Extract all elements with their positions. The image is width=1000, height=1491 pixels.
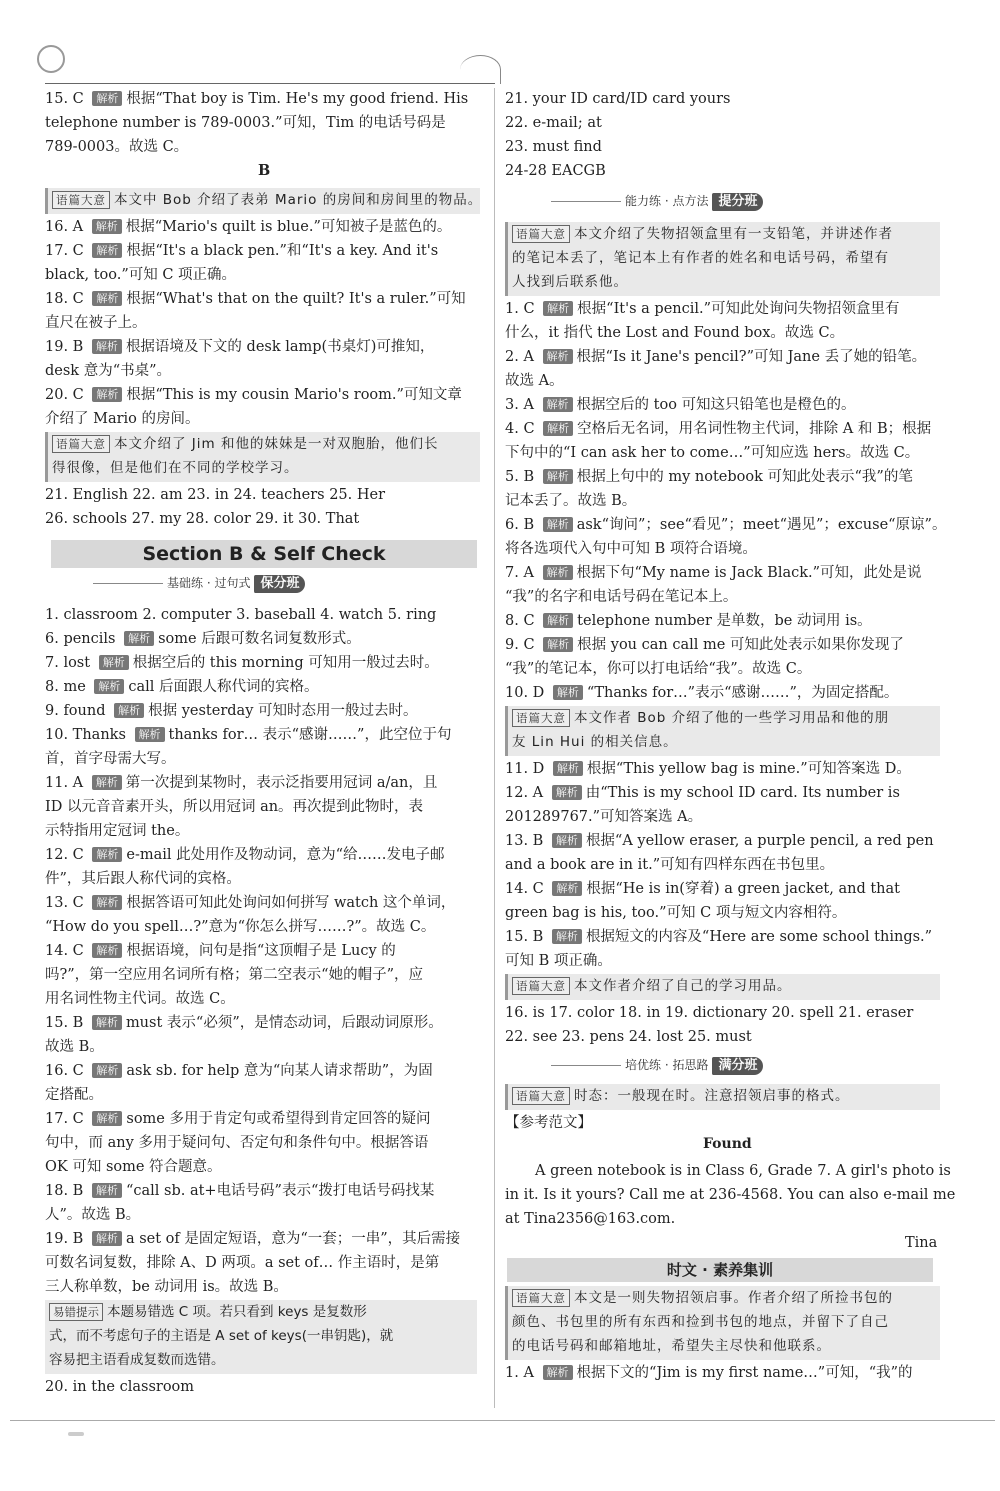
summary-box bbox=[505, 1084, 940, 1110]
tag-label: 基础练 · 过句式 bbox=[167, 576, 251, 590]
text-line: “How do you spell…?”意为“你怎么拼写……?”。故选 C。 bbox=[45, 919, 436, 935]
tag-rule bbox=[551, 201, 621, 202]
text-line: 示特指用定冠词 the。 bbox=[45, 823, 190, 839]
answer-number: 16. A bbox=[45, 219, 88, 235]
section-title-shiwen: 时文 · 素养集训 bbox=[507, 1258, 933, 1282]
analysis-tag: 解析 bbox=[99, 655, 129, 670]
tip-line bbox=[49, 1325, 393, 1347]
answer-number: 1. C bbox=[505, 301, 540, 317]
analysis-tag: 解析 bbox=[543, 421, 573, 436]
summary-line bbox=[52, 457, 299, 479]
text-line: 24-28 EACGB bbox=[505, 163, 606, 179]
summary-text: 颜色、书包里的所有东西和捡到书包的地点，并留下了自己 bbox=[512, 1314, 889, 1330]
summary-line bbox=[512, 247, 889, 269]
summary-text: 人找到后联系他。 bbox=[512, 274, 628, 290]
analysis-text: ask“询问”；see“看见”；meet“遇见”；excuse“原谅”。 bbox=[576, 517, 947, 533]
analysis-tag: 解析 bbox=[94, 679, 124, 694]
analysis-tag: 解析 bbox=[92, 387, 122, 402]
answer-number: 18. B bbox=[45, 1183, 88, 1199]
analysis-text: 根据语境及下文的 desk lamp(书桌灯)可推知， bbox=[125, 339, 435, 355]
summary-label: 语篇大意 bbox=[512, 1289, 570, 1307]
answer-item bbox=[45, 940, 396, 962]
text-line: desk 意为“书桌”。 bbox=[45, 363, 172, 379]
analysis-tag: 解析 bbox=[552, 929, 582, 944]
answer-number: 16. C bbox=[45, 1063, 89, 1079]
summary-line bbox=[512, 1311, 889, 1333]
summary-box bbox=[505, 706, 940, 756]
text-line: 什么，it 指代 the Lost and Found box。故选 C。 bbox=[505, 325, 845, 341]
essay-title: Found bbox=[703, 1136, 752, 1152]
answer-number: 17. C bbox=[45, 243, 89, 259]
analysis-tag: 解析 bbox=[543, 397, 573, 412]
text-line: 22. see 23. pens 24. lost 25. must bbox=[505, 1029, 752, 1045]
answer-number: 13. B bbox=[505, 833, 548, 849]
summary-line bbox=[512, 271, 628, 293]
answer-number: 15. B bbox=[45, 1015, 88, 1031]
tip-text: 本题易错选 C 项。若只看到 keys 是复数形 bbox=[107, 1304, 367, 1320]
analysis-tag: 解析 bbox=[92, 1111, 122, 1126]
answer-item bbox=[505, 418, 931, 440]
answer-item bbox=[45, 676, 319, 698]
text-line: 用名词性物主代词。故选 C。 bbox=[45, 991, 235, 1007]
analysis-text: 根据“Is it Jane's pencil?”可知 Jane 丢了她的铅笔。 bbox=[576, 349, 927, 365]
section-label-b: B bbox=[258, 162, 271, 179]
footer-line bbox=[10, 1420, 995, 1421]
answer-item bbox=[45, 892, 455, 914]
answer-item bbox=[505, 610, 872, 632]
brand-logo-icon bbox=[37, 45, 65, 73]
analysis-tag: 解析 bbox=[92, 339, 122, 354]
text-line: 定搭配。 bbox=[45, 1087, 103, 1103]
summary-text: 本文中 Bob 介绍了表弟 Mario 的房间和房间里的物品。 bbox=[114, 192, 483, 208]
text-line: in it. Is it yours? Call me at 236-4568. You can also e-mail me bbox=[505, 1187, 956, 1203]
summary-line bbox=[512, 1287, 893, 1309]
text-line: 件”，其后跟人称代词的宾格。 bbox=[45, 871, 241, 887]
analysis-text: 根据上句中的 my notebook 可知此处表示“我”的笔 bbox=[576, 469, 913, 485]
summary-box bbox=[505, 1286, 940, 1360]
summary-line bbox=[512, 223, 893, 245]
analysis-tag: 解析 bbox=[552, 881, 582, 896]
summary-text: 本文介绍了 Jim 和他的妹妹是一对双胞胎，他们长 bbox=[114, 436, 439, 452]
text-line: 【参考范文】 bbox=[505, 1115, 592, 1131]
analysis-text: 空格后无名词，用名词性物主代词，排除 A 和 B；根据 bbox=[577, 421, 932, 437]
tag-badge: 满分班 bbox=[712, 1057, 763, 1075]
text-line: 16. is 17. color 18. in 19. dictionary 20. spell 21. eraser bbox=[505, 1005, 914, 1021]
summary-text: 的电话号码和邮箱地址，希望失主尽快和他联系。 bbox=[512, 1338, 831, 1354]
answer-number: 8. C bbox=[505, 613, 540, 629]
answer-item bbox=[505, 926, 932, 948]
text-line: 故选 A。 bbox=[505, 373, 564, 389]
answer-item bbox=[45, 628, 361, 650]
tag-badge: 保分班 bbox=[254, 575, 305, 593]
answer-item bbox=[505, 346, 926, 368]
answer-number: 14. C bbox=[45, 943, 89, 959]
summary-label: 语篇大意 bbox=[52, 191, 110, 209]
summary-text: 本文介绍了失物招领盒里有一支铅笔，并讲述作者 bbox=[574, 226, 893, 242]
answer-item bbox=[45, 652, 439, 674]
header-decoration-icon bbox=[460, 55, 501, 84]
text-line: 介绍了 Mario 的房间。 bbox=[45, 411, 200, 427]
tip-text: 式，而不考虑句子的主语是 A set of keys(一串钥匙)，就 bbox=[49, 1328, 394, 1344]
answer-item bbox=[505, 394, 856, 416]
text-line: green bag is his, too.”可知 C 项与短文内容相符。 bbox=[505, 905, 847, 921]
analysis-tag: 解析 bbox=[114, 703, 144, 718]
analysis-text: a set of 是固定短语，意为“一套；一串”，其后需接 bbox=[125, 1231, 461, 1247]
answer-item bbox=[505, 758, 911, 780]
analysis-text: 根据短文的内容及“Here are some school things.” bbox=[585, 929, 933, 945]
answer-number: 15. C bbox=[45, 91, 89, 107]
text-line: “我”的笔记本，你可以打电话给“我”。故选 C。 bbox=[505, 661, 812, 677]
text-line: 吗?”，第一空应用名词所有格；第二空表示“她的帽子”，应 bbox=[45, 967, 424, 983]
text-line: telephone number is 789-0003.”可知，Tim 的电话号码是 bbox=[45, 115, 446, 131]
summary-box bbox=[505, 222, 940, 296]
text-line: 故选 B。 bbox=[45, 1039, 104, 1055]
analysis-text: 根据答语可知此处询问如何拼写 watch 这个单词， bbox=[126, 895, 456, 911]
analysis-text: 由“This is my school ID card. Its number is bbox=[585, 785, 900, 801]
answer-item bbox=[505, 562, 922, 584]
analysis-text: call 后面跟人称代词的宾格。 bbox=[128, 679, 319, 695]
summary-line bbox=[512, 731, 678, 753]
answer-number: 15. B bbox=[505, 929, 548, 945]
analysis-tag: 解析 bbox=[92, 1231, 122, 1246]
summary-label: 语篇大意 bbox=[512, 225, 570, 243]
analysis-text: 第一次提到某物时，表示泛指要用冠词 a/an，且 bbox=[125, 775, 438, 791]
analysis-text: some 多用于肯定句或希望得到肯定回答的疑问 bbox=[126, 1111, 431, 1127]
answer-item bbox=[45, 1180, 434, 1202]
analysis-text: 根据下文的“Jim is my first name…”可知，“我”的 bbox=[576, 1365, 913, 1381]
text-line: 句中，而 any 多用于疑问句、否定句和条件句中。根据答语 bbox=[45, 1135, 429, 1151]
analysis-text: 根据“It's a pencil.”可知此处询问失物招领盒里有 bbox=[577, 301, 900, 317]
text-line: 下句中的“I can ask her to come…”可知应选 hers。故选 C。 bbox=[505, 445, 920, 461]
analysis-tag: 解析 bbox=[92, 895, 122, 910]
summary-text: 本文作者 Bob 介绍了他的一些学习用品和他的朋 bbox=[574, 710, 890, 726]
tag-rule bbox=[551, 1065, 621, 1066]
tip-line bbox=[49, 1349, 225, 1371]
analysis-text: e-mail 此处用作及物动词，意为“给……发电子邮 bbox=[126, 847, 445, 863]
practice-level-tag bbox=[93, 574, 305, 593]
summary-text: 本文作者介绍了自己的学习用品。 bbox=[574, 978, 792, 994]
analysis-text: “call sb. at+电话号码”表示“拨打电话号码找某 bbox=[125, 1183, 435, 1199]
answer-item bbox=[45, 1012, 443, 1034]
answer-number: 11. D bbox=[505, 761, 549, 777]
answer-item bbox=[45, 844, 445, 866]
text-line: ID 以元音音素开头，所以用冠词 an。再次提到此物时，表 bbox=[45, 799, 424, 815]
analysis-tag: 解析 bbox=[92, 847, 122, 862]
answer-item bbox=[505, 682, 898, 704]
answer-item bbox=[505, 298, 900, 320]
answer-item bbox=[45, 724, 451, 746]
analysis-tag: 解析 bbox=[135, 727, 165, 742]
answer-item bbox=[45, 1228, 460, 1250]
analysis-text: 根据“It's a black pen.”和“It's a key. And it's bbox=[126, 243, 439, 259]
summary-line bbox=[512, 1335, 831, 1357]
section-title: Section B & Self Check bbox=[51, 540, 477, 568]
answer-number: 5. B bbox=[505, 469, 539, 485]
answer-number: 6. pencils bbox=[45, 631, 121, 647]
answer-item bbox=[45, 88, 468, 110]
answer-number: 11. A bbox=[45, 775, 88, 791]
analysis-text: 根据“What's that on the quilt? It's a ruler.”可知 bbox=[126, 291, 466, 307]
answer-number: 10. Thanks bbox=[45, 727, 131, 743]
analysis-text: 根据 yesterday 可知时态用一般过去时。 bbox=[148, 703, 418, 719]
answer-item bbox=[45, 240, 438, 262]
text-line: 20. in the classroom bbox=[45, 1379, 195, 1395]
text-line: 直尺在被子上。 bbox=[45, 315, 147, 331]
summary-line bbox=[512, 1085, 850, 1107]
text-line: 可知 B 项正确。 bbox=[505, 953, 612, 969]
analysis-text: 根据“Mario's quilt is blue.”可知被子是蓝色的。 bbox=[125, 219, 452, 235]
summary-label: 语篇大意 bbox=[52, 435, 110, 453]
text-line: OK 可知 some 符合题意。 bbox=[45, 1159, 222, 1175]
page-number bbox=[68, 1432, 84, 1436]
answer-item bbox=[45, 772, 437, 794]
analysis-tag: 解析 bbox=[543, 613, 573, 628]
text-line: 23. must find bbox=[505, 139, 602, 155]
text-line: at Tina2356@163.com. bbox=[505, 1211, 676, 1227]
answer-number: 6. B bbox=[505, 517, 539, 533]
text-line: 21. English 22. am 23. in 24. teachers 25. Her bbox=[45, 487, 386, 503]
text-line: 将各选项代入句中可知 B 项符合语境。 bbox=[505, 541, 757, 557]
answer-item bbox=[45, 216, 451, 238]
analysis-text: 根据 you can call me 可知此处表示如果你发现了 bbox=[577, 637, 904, 653]
practice-level-tag bbox=[551, 1056, 763, 1075]
analysis-tag: 解析 bbox=[92, 91, 122, 106]
answer-number: 14. C bbox=[505, 881, 549, 897]
analysis-text: 根据空后的 this morning 可知用一般过去时。 bbox=[132, 655, 439, 671]
summary-box bbox=[505, 974, 940, 1000]
answer-number: 2. A bbox=[505, 349, 539, 365]
analysis-text: 根据“This is my cousin Mario's room.”可知文章 bbox=[126, 387, 462, 403]
analysis-tag: 解析 bbox=[553, 761, 583, 776]
answer-number: 4. C bbox=[505, 421, 540, 437]
answer-item bbox=[505, 466, 913, 488]
answer-number: 13. C bbox=[45, 895, 89, 911]
answer-item bbox=[505, 878, 900, 900]
text-line: 三人称单数，be 动词用 is。故选 B。 bbox=[45, 1279, 288, 1295]
answer-item bbox=[45, 700, 418, 722]
text-line: 可数名词复数，排除 A、D 两项。a set of… 作主语时，是第 bbox=[45, 1255, 440, 1271]
summary-line bbox=[52, 189, 482, 211]
answer-number: 18. C bbox=[45, 291, 89, 307]
analysis-tag: 解析 bbox=[543, 469, 573, 484]
answer-number: 19. B bbox=[45, 339, 88, 355]
tip-line bbox=[49, 1301, 367, 1323]
analysis-text: some 后跟可数名词复数形式。 bbox=[158, 631, 361, 647]
answer-number: 9. found bbox=[45, 703, 111, 719]
answer-item bbox=[45, 288, 466, 310]
analysis-tag: 解析 bbox=[552, 785, 582, 800]
text-line: 201289767.”可知答案选 A。 bbox=[505, 809, 703, 825]
answer-number: 10. D bbox=[505, 685, 549, 701]
summary-label: 语篇大意 bbox=[512, 1087, 570, 1105]
analysis-text: 根据“That boy is Tim. He's my good friend. His bbox=[126, 91, 469, 107]
analysis-text: must 表示“必须”，是情态动词，后跟动词原形。 bbox=[125, 1015, 443, 1031]
text-line: 22. e-mail; at bbox=[505, 115, 602, 131]
analysis-tag: 解析 bbox=[92, 1063, 122, 1078]
analysis-tag: 解析 bbox=[543, 1365, 573, 1380]
answer-item bbox=[505, 782, 900, 804]
answer-item bbox=[505, 830, 934, 852]
text-line: A green notebook is in Class 6, Grade 7. A girl's photo is bbox=[535, 1163, 951, 1179]
text-line: 首，首字母需大写。 bbox=[45, 751, 176, 767]
tag-rule bbox=[93, 583, 163, 584]
analysis-tag: 解析 bbox=[92, 775, 122, 790]
summary-label: 语篇大意 bbox=[512, 977, 570, 995]
summary-box bbox=[45, 188, 483, 214]
analysis-text: 根据下句“My name is Jack Black.”可知，此处是说 bbox=[576, 565, 922, 581]
analysis-tag: 解析 bbox=[92, 291, 122, 306]
analysis-tag: 解析 bbox=[543, 301, 573, 316]
analysis-tag: 解析 bbox=[543, 637, 573, 652]
answer-number: 7. A bbox=[505, 565, 539, 581]
text-line: 26. schools 27. my 28. color 29. it 30. That bbox=[45, 511, 360, 527]
tip-label: 易错提示 bbox=[49, 1303, 103, 1321]
analysis-tag: 解析 bbox=[124, 631, 154, 646]
answer-number: 20. C bbox=[45, 387, 89, 403]
answer-number: 7. lost bbox=[45, 655, 95, 671]
answer-number: 17. C bbox=[45, 1111, 89, 1127]
answer-number: 12. A bbox=[505, 785, 548, 801]
summary-label: 语篇大意 bbox=[512, 709, 570, 727]
answer-item bbox=[45, 1108, 430, 1130]
analysis-text: “Thanks for…”表示“感谢……”，为固定搭配。 bbox=[586, 685, 899, 701]
summary-text: 的笔记本丢了，笔记本上有作者的姓名和电话号码，希望有 bbox=[512, 250, 889, 266]
text-line: black, too.”可知 C 项正确。 bbox=[45, 267, 237, 283]
analysis-tag: 解析 bbox=[92, 943, 122, 958]
tag-badge: 提分班 bbox=[712, 193, 763, 211]
text-line: 人”。故选 B。 bbox=[45, 1207, 141, 1223]
answer-item bbox=[505, 1362, 913, 1384]
summary-text: 友 Lin Hui 的相关信息。 bbox=[512, 734, 678, 750]
summary-line bbox=[512, 707, 889, 729]
analysis-tag: 解析 bbox=[543, 565, 573, 580]
analysis-tag: 解析 bbox=[92, 219, 122, 234]
answer-item bbox=[45, 1060, 433, 1082]
analysis-text: 根据空后的 too 可知这只铅笔也是橙色的。 bbox=[576, 397, 856, 413]
column-divider bbox=[494, 88, 495, 1408]
answer-number: 1. A bbox=[505, 1365, 539, 1381]
page-header bbox=[45, 55, 495, 84]
analysis-text: telephone number 是单数，be 动词用 is。 bbox=[577, 613, 872, 629]
text-line: 789-0003。故选 C。 bbox=[45, 139, 189, 155]
analysis-text: 根据“This yellow bag is mine.”可知答案选 D。 bbox=[586, 761, 911, 777]
answer-item bbox=[45, 384, 462, 406]
text-line: 1. classroom 2. computer 3. baseball 4. watch 5. ring bbox=[45, 607, 437, 623]
analysis-tag: 解析 bbox=[552, 833, 582, 848]
analysis-text: 根据语境，问句是指“这顶帽子是 Lucy 的 bbox=[126, 943, 396, 959]
analysis-tag: 解析 bbox=[92, 243, 122, 258]
answer-number: 19. B bbox=[45, 1231, 88, 1247]
analysis-text: thanks for… 表示“感谢……”，此空位于句 bbox=[168, 727, 452, 743]
answer-item bbox=[45, 336, 434, 358]
tag-label: 培优练 · 拓思路 bbox=[625, 1058, 709, 1072]
text-line: “我”的名字和电话号码在笔记本上。 bbox=[505, 589, 738, 605]
analysis-tag: 解析 bbox=[92, 1183, 122, 1198]
analysis-tag: 解析 bbox=[553, 685, 583, 700]
answer-number: 9. C bbox=[505, 637, 540, 653]
practice-level-tag bbox=[551, 192, 763, 211]
summary-line bbox=[512, 975, 792, 997]
analysis-text: 根据“A yellow eraser, a purple pencil, a red pen bbox=[585, 833, 934, 849]
text-line: 21. your ID card/ID card yours bbox=[505, 91, 731, 107]
summary-box bbox=[45, 432, 480, 482]
answer-item bbox=[505, 634, 904, 656]
text-line: and a book are in it.”可知有四样东西在书包里。 bbox=[505, 857, 835, 873]
analysis-tag: 解析 bbox=[92, 1015, 122, 1030]
answer-number: 12. C bbox=[45, 847, 89, 863]
summary-text: 本文是一则失物招领启事。作者介绍了所捡书包的 bbox=[574, 1290, 893, 1306]
analysis-tag: 解析 bbox=[543, 349, 573, 364]
tip-text: 容易把主语看成复数而选错。 bbox=[49, 1352, 225, 1368]
essay-signature: Tina bbox=[905, 1235, 938, 1251]
analysis-text: 根据“He is in(穿着) a green jacket, and that bbox=[586, 881, 900, 897]
analysis-tag: 解析 bbox=[543, 517, 573, 532]
summary-line bbox=[52, 433, 438, 455]
error-tip-box bbox=[45, 1300, 477, 1374]
answer-item bbox=[505, 514, 946, 536]
analysis-text: ask sb. for help 意为“向某人请求帮助”，为固 bbox=[126, 1063, 433, 1079]
summary-text: 时态：一般现在时。注意招领启事的格式。 bbox=[574, 1088, 850, 1104]
answer-number: 8. me bbox=[45, 679, 91, 695]
text-line: 记本丢了。故选 B。 bbox=[505, 493, 637, 509]
tag-label: 能力练 · 点方法 bbox=[625, 194, 709, 208]
answer-number: 3. A bbox=[505, 397, 539, 413]
summary-text: 得很像，但是他们在不同的学校学习。 bbox=[52, 460, 299, 476]
